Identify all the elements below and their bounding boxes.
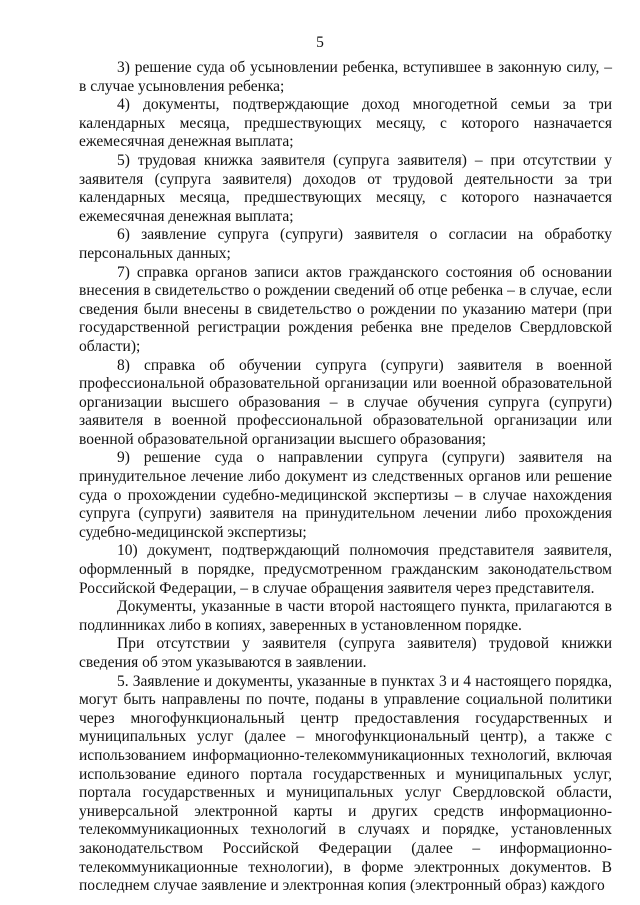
- list-item-4-income-documents: 4) документы, подтверждающие доход многодетной семьи за три календарных месяца, предшествующих месяцу, с которого назначается ежемесячная денежная выплата;: [79, 96, 612, 151]
- paragraph-originals-or-copies: Документы, указанные в части второй настоящего пункта, прилагаются в подлинниках либо в копиях, заверенных в установленном порядке.: [79, 598, 612, 634]
- list-item-5-employment-record: 5) трудовая книжка заявителя (супруга заявителя) – при отсутствии у заявителя (супруга заявителя) доходов от трудовой деятельности за три календарных месяца, предшествующих месяцу, с которого назначается ежемесячная денежная выплата;: [79, 151, 612, 225]
- list-item-9-court-decision: 9) решение суда о направлении супруга (супруги) заявителя на принудительное лечение либо документ из следственных органов или решение суда о прохождении судебно-медицинской экспертизы – в случае нахождения супруга (супруги) заявителя на принудительном лечении либо прохождения судебно-медицинской экспертизы;: [79, 449, 612, 541]
- page-number: 5: [316, 34, 324, 51]
- list-item-10-representative-authority: 10) документ, подтверждающий полномочия представителя заявителя, оформленный в порядке, предусмотренном гражданским законодательством Российской Федерации, – в случае обращения заявителя через представителя.: [79, 542, 612, 597]
- paragraph-section-5-submission: 5. Заявление и документы, указанные в пунктах 3 и 4 настоящего порядка, могут быть направлены по почте, поданы в управление социальной политики через многофункциональный центр предоставления государственных и муниципальных услуг (далее – многофункциональный центр), а также с использованием информационно-телекоммуникационных технологий, включая использование единого портала государственных и муниципальных услуг, портала государственных и муниципальных услуг Свердловской области, универсальной электронной карты и других средств информационно-телекоммуникационных технологий в случаях и порядке, установленных законодательством Российской Федерации (далее – информационно-телекоммуникационные технологии), в форме электронных документов. В последнем случае заявление и электронная копия (электронный образ) каждого: [79, 672, 612, 895]
- list-item-8-military-education-certificate: 8) справка об обучении супруга (супруги) заявителя в военной профессиональной образовательной организации или военной образовательной организации высшего образования – в случае обучения супруга (супруги) заявителя в военной профессиональной образовательной организации или военной образовательной организации высшего образования;: [79, 356, 612, 448]
- paragraph-no-employment-record: При отсутствии у заявителя (супруга заявителя) трудовой книжки сведения об этом указываются в заявлении.: [79, 635, 612, 671]
- document-body: [79, 59, 612, 896]
- list-item-6-consent-statement: 6) заявление супруга (супруги) заявителя о согласии на обработку персональных данных;: [79, 226, 612, 262]
- list-item-3-adoption-decision: 3) решение суда об усыновлении ребенка, вступившее в законную силу, – в случае усыновления ребенка;: [79, 59, 612, 95]
- list-item-7-civil-registry-certificate: 7) справка органов записи актов гражданского состояния об основании внесения в свидетельство о рождении сведений об отце ребенка – в случае, если сведения были внесены в свидетельство о рождении по указанию матери (при государственной регистрации рождения ребенка вне пределов Свердловской области);: [79, 263, 612, 355]
